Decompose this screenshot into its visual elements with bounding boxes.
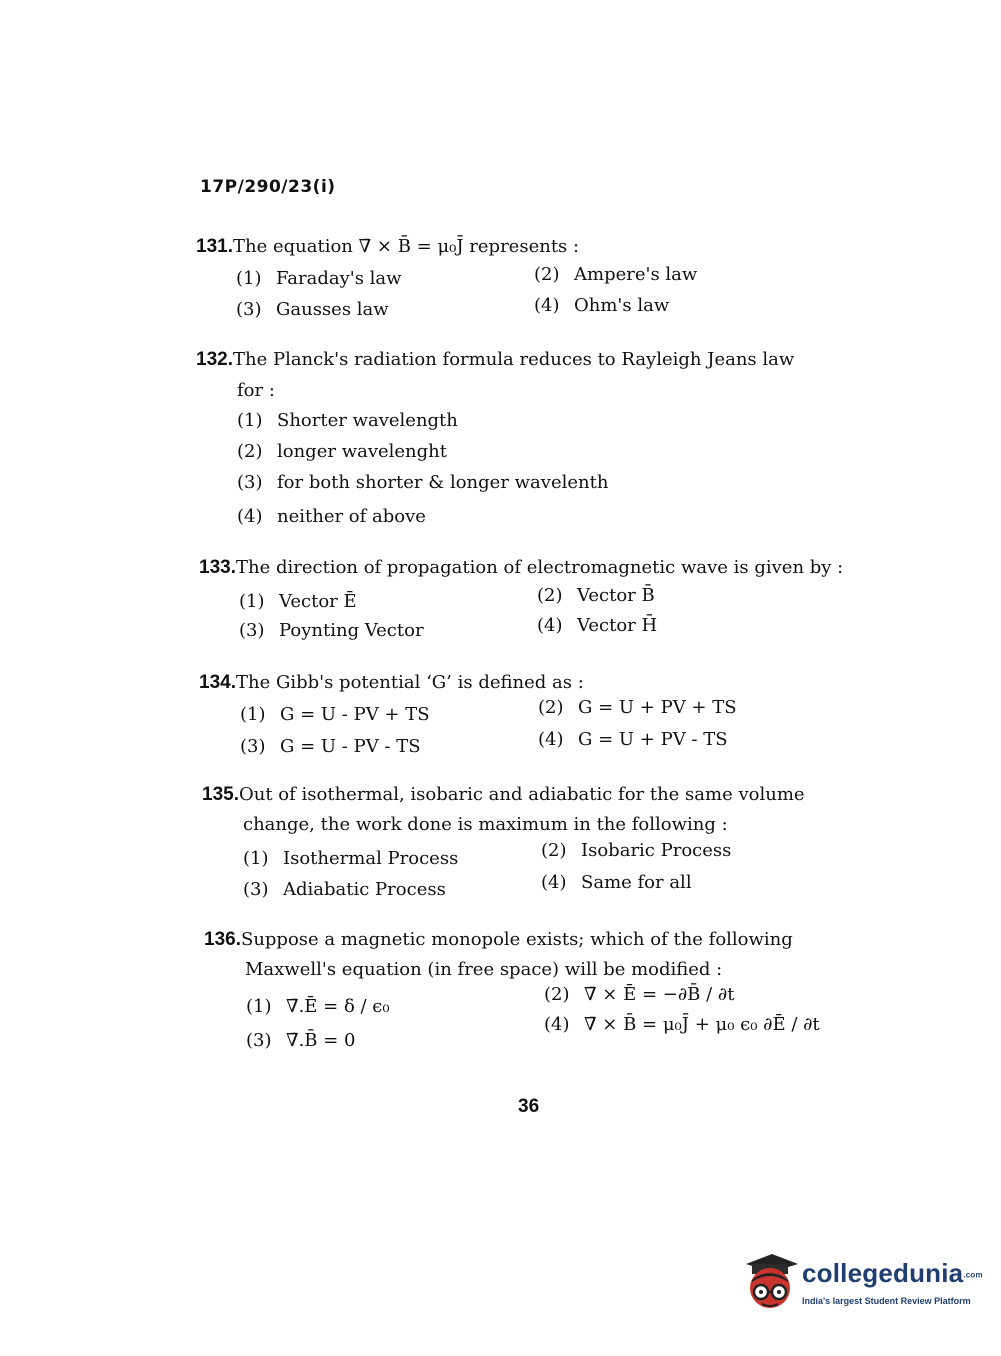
- question-text: The Gibb's potential ‘G’ is defined as :: [235, 672, 584, 693]
- question-number: 131.: [196, 236, 233, 257]
- option-135-1: (1) Isothermal Process: [243, 848, 459, 869]
- option-134-4: (4) G = U + PV - TS: [538, 729, 728, 750]
- question-number: 134.: [199, 672, 236, 693]
- option-133-4: (4) Vector H̄: [537, 615, 658, 636]
- question-131: [196, 232, 579, 262]
- paper-code: 17P/290/23(i): [200, 177, 336, 197]
- option-133-3: (3) Poynting Vector: [239, 620, 424, 641]
- option-131-2: (2) Ampere's law: [534, 264, 698, 285]
- question-text-cont: Maxwell's equation (in free space) will be modified :: [245, 959, 723, 980]
- question-135: [202, 780, 805, 810]
- option-133-1: (1) Vector Ē: [239, 591, 357, 612]
- question-text: The equation ∇̄ × B̄ = μ₀J̄ represents :: [232, 236, 580, 257]
- option-131-1: (1) Faraday's law: [236, 268, 402, 289]
- question-133: [199, 553, 843, 583]
- option-134-3: (3) G = U - PV - TS: [240, 736, 421, 757]
- option-132-4: (4) neither of above: [237, 506, 426, 527]
- question-text: Suppose a magnetic monopole exists; which of the following: [240, 929, 793, 950]
- option-136-3: (3) ∇̄.B̄ = 0: [246, 1030, 356, 1051]
- option-135-2: (2) Isobaric Process: [541, 840, 732, 861]
- logo-name: collegedunia: [802, 1258, 964, 1288]
- question-132: [196, 345, 794, 375]
- question-text: Out of isothermal, isobaric and adiabatic for the same volume: [238, 784, 805, 805]
- option-136-2: (2) ∇̄ × Ē = −∂B̄ / ∂t: [544, 984, 735, 1005]
- page-number: 36: [518, 1096, 540, 1117]
- question-number: 132.: [196, 349, 233, 370]
- question-text: The Planck's radiation formula reduces to Rayleigh Jeans law: [232, 349, 795, 370]
- option-133-2: (2) Vector B̄: [537, 585, 655, 606]
- option-132-2: (2) longer wavelenght: [237, 441, 447, 462]
- question-text: The direction of propagation of electromagnetic wave is given by :: [235, 557, 844, 578]
- question-number: 133.: [199, 557, 236, 578]
- option-135-4: (4) Same for all: [541, 872, 692, 893]
- option-131-4: (4) Ohm's law: [534, 295, 670, 316]
- option-134-1: (1) G = U - PV + TS: [240, 704, 430, 725]
- collegedunia-logo: [742, 1250, 983, 1320]
- question-number: 135.: [202, 784, 239, 805]
- question-136: [204, 925, 793, 955]
- logo-suffix: .com: [963, 1270, 983, 1280]
- option-136-1: (1) ∇̄.Ē = δ / ϵ₀: [246, 996, 390, 1017]
- option-134-2: (2) G = U + PV + TS: [538, 697, 737, 718]
- option-135-3: (3) Adiabatic Process: [243, 879, 446, 900]
- mascot-icon: [742, 1250, 800, 1312]
- option-131-3: (3) Gausses law: [236, 299, 389, 320]
- question-text-cont: change, the work done is maximum in the following :: [243, 814, 728, 835]
- question-number: 136.: [204, 929, 241, 950]
- option-132-3: (3) for both shorter & longer wavelenth: [237, 472, 609, 493]
- logo-tagline: India's largest Student Review Platform: [802, 1296, 971, 1306]
- question-text-cont: for :: [237, 380, 275, 401]
- option-132-1: (1) Shorter wavelength: [237, 410, 458, 431]
- option-136-4: (4) ∇̄ × B̄ = μ₀J̄ + μ₀ ϵ₀ ∂Ē / ∂t: [544, 1014, 820, 1035]
- question-134: [199, 668, 584, 698]
